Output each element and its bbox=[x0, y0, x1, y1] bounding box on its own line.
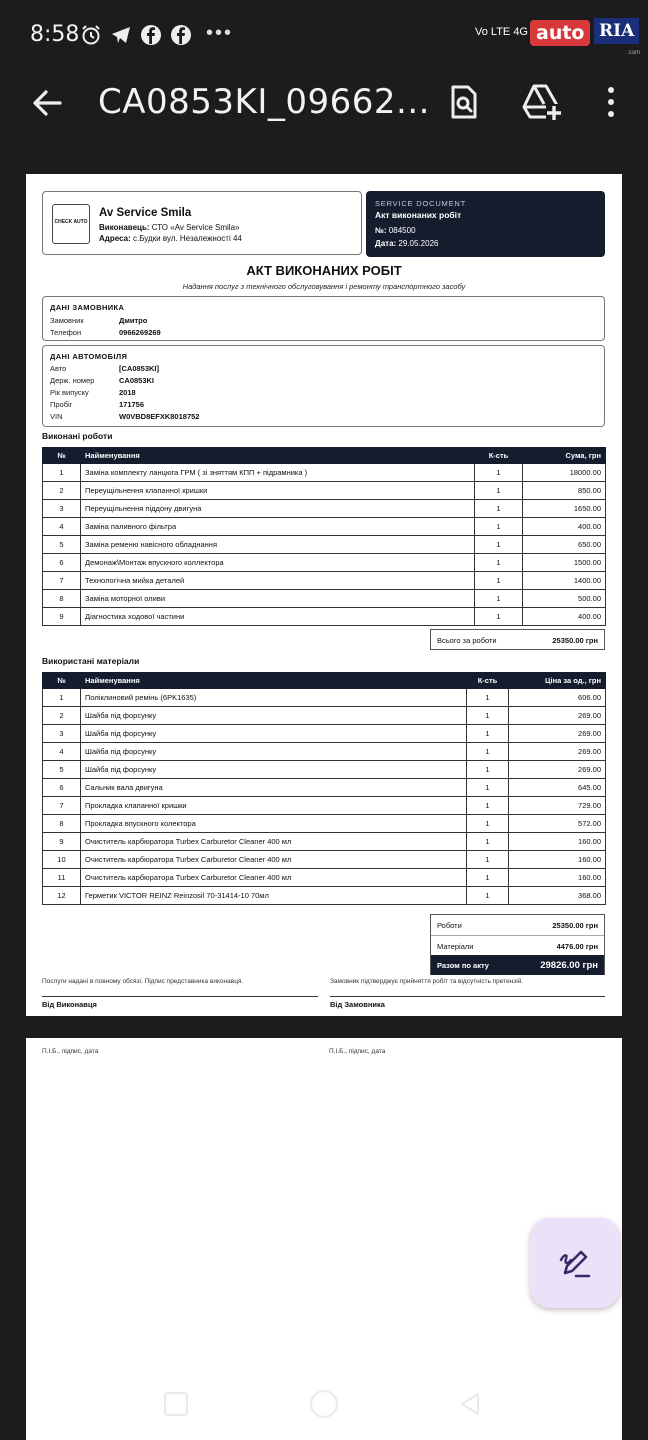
row-price: 269.00 bbox=[509, 725, 606, 743]
row-sum: 650.00 bbox=[523, 536, 606, 554]
row-number: 2 bbox=[43, 482, 81, 500]
row-price: 160.00 bbox=[509, 833, 606, 851]
row-number: 8 bbox=[43, 815, 81, 833]
vehicle-auto-label: Авто bbox=[50, 364, 67, 373]
materials-table-row bbox=[43, 887, 606, 905]
row-name: Герметик VICTOR REINZ Reinzosil 70-31414-10 70мл bbox=[81, 887, 467, 905]
col-qty: К-сть bbox=[475, 448, 523, 464]
row-name: Шайба під форсунку bbox=[81, 707, 467, 725]
materials-table-row bbox=[43, 743, 606, 761]
address-label: Адреса: bbox=[99, 234, 131, 243]
doc-search-icon[interactable] bbox=[444, 82, 484, 122]
row-qty: 1 bbox=[467, 833, 509, 851]
totals-materials-value: 4476.00 грн bbox=[556, 942, 598, 951]
vehicle-vin-value: W0VBD8EFXK8018752 bbox=[119, 412, 200, 421]
row-number: 9 bbox=[43, 833, 81, 851]
contractor-line bbox=[99, 223, 239, 232]
row-qty: 1 bbox=[467, 851, 509, 869]
col-qty: К-сть bbox=[467, 673, 509, 689]
works-table-body bbox=[43, 464, 606, 626]
row-sum: 1650.00 bbox=[523, 500, 606, 518]
row-number: 9 bbox=[43, 608, 81, 626]
works-table-row bbox=[43, 500, 606, 518]
number-value: 084500 bbox=[388, 226, 416, 235]
works-table-header bbox=[43, 448, 606, 464]
materials-table-row bbox=[43, 869, 606, 887]
customer-box bbox=[42, 296, 605, 341]
document-page-1 bbox=[26, 174, 622, 1016]
row-qty: 1 bbox=[467, 761, 509, 779]
service-doc-date bbox=[375, 239, 438, 248]
vehicle-plate-label: Держ. номер bbox=[50, 376, 95, 385]
materials-table-body bbox=[43, 689, 606, 905]
row-name: Діагностика ходової частини bbox=[81, 608, 475, 626]
row-qty: 1 bbox=[467, 707, 509, 725]
works-table-row bbox=[43, 464, 606, 482]
row-sum: 400.00 bbox=[523, 518, 606, 536]
row-name: Шайба під форсунку bbox=[81, 761, 467, 779]
row-number: 5 bbox=[43, 536, 81, 554]
materials-table-row bbox=[43, 725, 606, 743]
signature-line bbox=[42, 996, 318, 997]
row-number: 4 bbox=[43, 743, 81, 761]
row-number: 2 bbox=[43, 707, 81, 725]
row-name: Прокладка впускного колектора bbox=[81, 815, 467, 833]
totals-box bbox=[430, 914, 605, 975]
vehicle-vin-label: VIN bbox=[50, 412, 63, 421]
works-table-row bbox=[43, 608, 606, 626]
sign-document-button[interactable] bbox=[530, 1218, 620, 1308]
vehicle-year-label: Рік випуску bbox=[50, 388, 89, 397]
watermark-auto: auto bbox=[530, 20, 590, 46]
nav-home-button[interactable] bbox=[310, 1390, 338, 1418]
row-name: Демонаж\Монтаж впускного коллектора bbox=[81, 554, 475, 572]
materials-table-row bbox=[43, 833, 606, 851]
works-table-row bbox=[43, 536, 606, 554]
row-name: Очиститель карбюратора Turbex Carburetor Cleaner 400 мл bbox=[81, 833, 467, 851]
materials-table-row bbox=[43, 815, 606, 833]
row-number: 11 bbox=[43, 869, 81, 887]
app-bar bbox=[0, 72, 648, 132]
edit-sign-icon bbox=[558, 1246, 592, 1280]
row-qty: 1 bbox=[467, 725, 509, 743]
works-heading: Виконані роботи bbox=[42, 431, 113, 441]
act-title: АКТ ВИКОНАНИХ РОБІТ bbox=[246, 263, 402, 278]
service-doc-title: Акт виконаних робіт bbox=[375, 210, 462, 220]
materials-table-row bbox=[43, 761, 606, 779]
totals-grand-label: Разом по акту bbox=[437, 961, 489, 970]
company-name: Av Service Smila bbox=[99, 207, 192, 219]
arrow-back-icon[interactable] bbox=[28, 84, 66, 122]
row-price: 606.00 bbox=[509, 689, 606, 707]
col-name: Найменування bbox=[81, 673, 467, 689]
row-number: 3 bbox=[43, 725, 81, 743]
materials-table-row bbox=[43, 779, 606, 797]
vehicle-plate-value: CA0853KI bbox=[119, 376, 155, 385]
row-name: Шайба під форсунку bbox=[81, 743, 467, 761]
materials-table-row bbox=[43, 797, 606, 815]
nav-back-icon[interactable] bbox=[456, 1390, 484, 1418]
row-price: 160.00 bbox=[509, 869, 606, 887]
totals-works-value: 25350.00 грн bbox=[552, 921, 598, 930]
totals-works-row bbox=[431, 915, 604, 935]
works-table-row bbox=[43, 482, 606, 500]
vehicle-mileage-value: 171756 bbox=[119, 400, 145, 409]
row-name: Шайба під форсунку bbox=[81, 725, 467, 743]
row-qty: 1 bbox=[467, 797, 509, 815]
row-qty: 1 bbox=[475, 482, 523, 500]
row-price: 269.00 bbox=[509, 743, 606, 761]
materials-heading: Використані матеріали bbox=[42, 656, 140, 666]
row-qty: 1 bbox=[467, 779, 509, 797]
address-line bbox=[99, 234, 242, 243]
row-price: 269.00 bbox=[509, 707, 606, 725]
contractor-signature-label: Від Виконавця bbox=[42, 1000, 97, 1009]
works-subtotal bbox=[430, 629, 605, 650]
row-name: Технологічна мийка деталей bbox=[81, 572, 475, 590]
customer-name-value: Дмитро bbox=[119, 316, 148, 325]
vehicle-box bbox=[42, 345, 605, 427]
row-qty: 1 bbox=[475, 590, 523, 608]
row-number: 10 bbox=[43, 851, 81, 869]
row-number: 1 bbox=[43, 689, 81, 707]
more-horiz-icon: ••• bbox=[206, 22, 234, 44]
materials-table-row bbox=[43, 851, 606, 869]
row-qty: 1 bbox=[475, 572, 523, 590]
works-table-row bbox=[43, 554, 606, 572]
company-logo: CHECK AUTO bbox=[52, 204, 90, 244]
col-number: № bbox=[43, 448, 81, 464]
works-subtotal-label: Всього за роботи bbox=[437, 636, 497, 645]
row-qty: 1 bbox=[475, 464, 523, 482]
row-qty: 1 bbox=[475, 518, 523, 536]
col-sum: Сума, грн bbox=[523, 448, 606, 464]
row-number: 4 bbox=[43, 518, 81, 536]
service-document-box bbox=[366, 191, 605, 257]
customer-phone-value: 0966269269 bbox=[119, 328, 161, 337]
customer-signature-label: Від Замовника bbox=[330, 1000, 385, 1009]
contractor-value: СТО «Av Service Smila» bbox=[151, 223, 240, 232]
row-qty: 1 bbox=[467, 743, 509, 761]
act-subtitle: Надання послуг з технічного обслуговування і ремонту транспортного засобу bbox=[182, 282, 466, 291]
date-value: 29.05.2026 bbox=[398, 239, 439, 248]
contractor-note: Послуги надані в повному обсязі. Підпис представника виконавця. bbox=[42, 978, 244, 985]
row-name: Переущільнення піддону двигуна bbox=[81, 500, 475, 518]
row-name: Очиститель карбюратора Turbex Carburetor Cleaner 400 мл bbox=[81, 869, 467, 887]
vehicle-section-title: ДАНІ АВТОМОБІЛЯ bbox=[50, 352, 128, 361]
watermark-domain: .com bbox=[626, 50, 640, 56]
status-time: 8:58 bbox=[30, 22, 80, 47]
document-title: CA0853KI_09662... bbox=[98, 82, 430, 122]
row-number: 7 bbox=[43, 797, 81, 815]
row-qty: 1 bbox=[475, 554, 523, 572]
row-qty: 1 bbox=[467, 887, 509, 905]
row-name: Очиститель карбюратора Turbex Carburetor Cleaner 400 мл bbox=[81, 851, 467, 869]
vehicle-mileage-label: Пробіг bbox=[50, 400, 73, 409]
row-qty: 1 bbox=[467, 689, 509, 707]
row-price: 572.00 bbox=[509, 815, 606, 833]
row-number: 6 bbox=[43, 554, 81, 572]
customer-note: Замовник підтверджує прийняття робіт та відсутність претензій. bbox=[330, 978, 524, 985]
signature-line bbox=[330, 996, 605, 997]
more-vert-icon[interactable] bbox=[596, 82, 626, 122]
works-table-row bbox=[43, 572, 606, 590]
totals-materials-row bbox=[431, 935, 604, 955]
row-number: 8 bbox=[43, 590, 81, 608]
materials-table-row bbox=[43, 707, 606, 725]
date-label: Дата: bbox=[375, 239, 397, 248]
customer-phone-label: Телефон bbox=[50, 328, 82, 337]
row-number: 12 bbox=[43, 887, 81, 905]
row-name: Заміна ременю навісного обладнання bbox=[81, 536, 475, 554]
number-label: №: bbox=[375, 226, 387, 235]
works-table bbox=[42, 447, 606, 626]
row-name: Заміна комплекту ланцюга ГРМ ( зі зняттям КПП + підрамника ) bbox=[81, 464, 475, 482]
telegram-icon bbox=[110, 24, 132, 46]
row-price: 729.00 bbox=[509, 797, 606, 815]
row-qty: 1 bbox=[467, 869, 509, 887]
row-qty: 1 bbox=[475, 608, 523, 626]
totals-grand-value: 29826.00 грн bbox=[540, 960, 598, 971]
customer-pib-caption: П.І.Б., підпис, дата bbox=[329, 1048, 386, 1055]
row-price: 160.00 bbox=[509, 851, 606, 869]
service-doc-number bbox=[375, 226, 416, 235]
row-name: Прокладка клапанної кришки bbox=[81, 797, 467, 815]
works-table-row bbox=[43, 590, 606, 608]
nav-recents-button[interactable] bbox=[164, 1392, 188, 1416]
watermark-ria: RIA bbox=[594, 18, 639, 44]
row-name: Переущільнення клапанної кришки bbox=[81, 482, 475, 500]
row-sum: 500.00 bbox=[523, 590, 606, 608]
totals-grand-row bbox=[431, 955, 604, 975]
col-name: Найменування bbox=[81, 448, 475, 464]
service-doc-label: SERVICE DOCUMENT bbox=[375, 199, 467, 208]
row-name: Поліклиновий ремінь (6PK1635) bbox=[81, 689, 467, 707]
facebook-icon bbox=[170, 24, 192, 46]
status-bar bbox=[0, 0, 648, 72]
row-number: 1 bbox=[43, 464, 81, 482]
autoria-watermark bbox=[530, 18, 642, 54]
row-qty: 1 bbox=[475, 500, 523, 518]
contractor-pib-caption: П.І.Б., підпис, дата bbox=[42, 1048, 99, 1055]
materials-table bbox=[42, 672, 606, 905]
vehicle-year-value: 2018 bbox=[119, 388, 136, 397]
materials-table-header bbox=[43, 673, 606, 689]
materials-table-row bbox=[43, 689, 606, 707]
row-name: Заміна паливного фільтра bbox=[81, 518, 475, 536]
row-sum: 400.00 bbox=[523, 608, 606, 626]
row-sum: 1400.00 bbox=[523, 572, 606, 590]
row-price: 645.00 bbox=[509, 779, 606, 797]
row-qty: 1 bbox=[467, 815, 509, 833]
customer-section-title: ДАНІ ЗАМОВНИКА bbox=[50, 303, 125, 312]
row-sum: 18000.00 bbox=[523, 464, 606, 482]
totals-materials-label: Матеріали bbox=[437, 942, 474, 951]
totals-works-label: Роботи bbox=[437, 921, 462, 930]
contractor-label: Виконавець: bbox=[99, 223, 150, 232]
facebook-icon bbox=[140, 24, 162, 46]
row-price: 269.00 bbox=[509, 761, 606, 779]
row-number: 5 bbox=[43, 761, 81, 779]
alarm-icon bbox=[80, 24, 102, 46]
row-number: 7 bbox=[43, 572, 81, 590]
customer-name-label: Замовник bbox=[50, 316, 84, 325]
row-price: 368.00 bbox=[509, 887, 606, 905]
row-qty: 1 bbox=[475, 536, 523, 554]
works-subtotal-value: 25350.00 грн bbox=[552, 636, 598, 645]
col-number: № bbox=[43, 673, 81, 689]
network-indicator: Vo LTE 4G bbox=[475, 26, 528, 38]
company-box bbox=[42, 191, 362, 255]
vehicle-auto-value: [CA0853KI] bbox=[119, 364, 160, 373]
works-table-row bbox=[43, 518, 606, 536]
drive-add-icon[interactable] bbox=[520, 82, 562, 122]
row-name: Сальник вала двигуна bbox=[81, 779, 467, 797]
row-sum: 1500.00 bbox=[523, 554, 606, 572]
row-number: 3 bbox=[43, 500, 81, 518]
row-number: 6 bbox=[43, 779, 81, 797]
row-sum: 850.00 bbox=[523, 482, 606, 500]
address-value: с.Будки вул. Незалежності 44 bbox=[132, 234, 242, 243]
row-name: Заміна моторної оливи bbox=[81, 590, 475, 608]
col-price: Ціна за од., грн bbox=[509, 673, 606, 689]
